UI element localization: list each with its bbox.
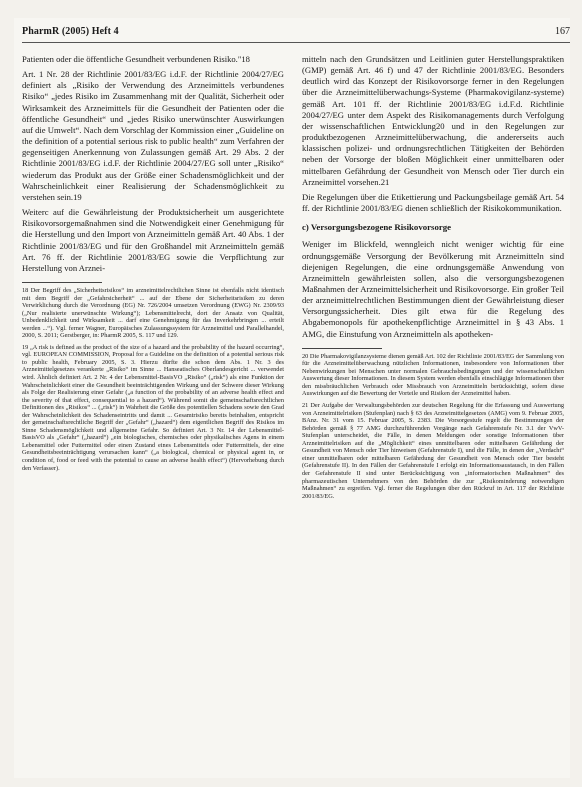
footnote: 19 „A risk is defined as the product of the size of a hazard and the probability of the hazard occurring“, vgl. EUROPEAN COMMISSION, Proposal for a Guideline on the definition of a potential serious risk to public health, February 2005, S. 3. Hierzu dürfte die schon dem Abs. 1 Nr. 3 des Arzneimittelgesetzes verankerte „Risiko“ im Sinne ... Hanseatisches Oberlandesgericht ... verwendet wird. Ähnlich definiert Art. 2 Nr. 4 der Lebensmittel-BasisVO „Risiko“ („risk“) als eine Funktion der Wahrscheinlichkeit einer die Gesundheit beeinträchtigenden Wirkung und der Schwere dieser Wirkung als Folge der Realisierung einer Gefahr („a function of the probability of an adverse health effect and the severity of that effect, consequential to a hazard“). Während somit die gemeinschaftsrechtlichen Definitionen des „Risikos“ ... („risk“) in Wahrheit die Größe des potentiellen Schadens sowie den Grad der Wahrscheinlichkeit des Schadenseintritts und damit ... Gesamtrisiko bereits beinhalten, entspricht der gemeinschaftsrechtliche Begriff der „Gefahr“ („hazard“) dem eigentlichen Begriff des Risikos im Sinne Schadensmöglichkeit und allgemeine Gefahr. So definiert Art. 3 Nr. 14 der Lebensmittel-BasisVO als „Gefahr“ („hazard“) „ein biologisches, chemisches oder physikalisches Agens in einem Lebensmittel oder Futtermittel oder einen Zustand eines Lebensmittels oder Futtermittels, der eine Gesundheitsbeeinträchtigung verursachen kann“ („a biological, chemical or physical agent in, or condition of, food or feed with the potential to cause an adverse health effect“) (Hervorhebung durch den Verfasser). [22,343,284,472]
document-page [14,18,570,778]
footnote-divider [22,282,102,283]
section-heading: c) Versorgungsbezogene Risikovorsorge [302,222,452,233]
paragraph: mitteln nach den Grundsätzen und Leitlinien guter Herstellungspraktiken (GMP) gemäß Art. 46 f) und 47 der Richtlinie 2001/83/EG. Besonders deutlich wird das Konzept der Risikovorsorge ferner in den Regelungen über die Arzneimittelüberwachungs-Systeme (Pharmakovigilanz-systeme) gemäß Art. 101 ff. der Richtlinie 2001/83/EG i.d.F.d. Richtlinie 2004/27/EG unter dem Aspekt des Risikomanagements durch Verfolgung der wissenschaftlichen Entwicklung20 und in den Regelungen zur produktbezogenen Arzneimittelüberwachung, die andererseits auch klassischen polizei- und ordnungsrechtlichen Tätigkeiten der Behörden neben der Vorsorge der bloßen Möglichkeit einer unmittelbaren oder mittelbaren Gefährdung der Gesundheit von Mensch oder Tier durch ein Arzneimittel vorsehen.21 [302,54,564,187]
right-column [302,54,564,504]
footnote: 18 Der Begriff des „Sicherheitsrisikos“ im arzneimittelrechtlichen Sinne ist ebenfalls nicht identisch mit dem Begriff der „Gefahrsicherheit“ ... auf der Ebene der Sicherheitsrisiken zu deren Verwirklichung durch die Verordnung (EG) Nr. 726/2004 umsetzen Verordnung (EWG) Nr. 2309/93 („Nur realisierte unerwünschte Wirkung“); Lebensmittelrecht, dort der Ansatz von Qualität, Unbedenklichkeit und Wirksamkeit ... darf eine Genehmigung für das Inverkehrbringen ... erteilt werden ...“). Vgl. ferner Wagner, Europäisches Zulassungssystem für Arzneimittel und Parallelhandel, 2000, S. 2011; Gerstberger, in: PharmR 2005, S. 117 und 129. [22,286,284,340]
page-number: 167 [555,26,570,37]
paragraph: Art. 1 Nr. 28 der Richtlinie 2001/83/EG i.d.F. der Richtlinie 2004/27/EG definiert als „Risiko der Verwendung des Arzneimittels verbundenes Risiko“ „jedes Risiko im Zusammenhang mit der Qualität, Sicherheit oder Wirksamkeit des Arzneimittels für die Gesundheit der Patienten oder die öffentliche Gesundheit“ und „jedes Risiko unerwünschter Auswirkungen auf die Umwelt“. Nach dem Vorschlag der Kommission einer „Guideline on the definition of a potential serious risk to public health“ zum Verfahren der gegenseitigen Anerkennung von Zulassungen gemäß Art. 29 Abs. 2 der Richtlinie 2001/83/EG i.d.F. der Richtlinie 2004/27/EG soll unter „Risiko“ wiederum das Produkt aus der Größe einer Schadensmöglichkeit und der Wahrscheinlichkeit einer Realisierung der Schadensmöglichkeit zu verstehen sein.19 [22,69,284,202]
footnote: 20 Die Pharmakovigilanzsysteme dienen gemäß Art. 102 der Richtlinie 2001/83/EG der Sammlung von für die Arzneimittelüberwachung nützlichen Informationen, insbesondere von Informationen über Nebenwirkungen bei Menschen unter normalen Gebrauchsbedingungen und der wissenschaftlichen Auswertung dieser Informationen. In diesem System werden ebenfalls einschlägige Informationen über den missbräuchlichen Verbrauch oder Missbrauch von Arzneimitteln berücksichtigt, sofern diese Auswirkungen auf die Bewertung der Vorteile und Risiken der Arzneimittel haben. [302,352,564,398]
journal-title: PharmR (2005) Heft 4 [22,26,119,37]
paragraph: Patienten oder die öffentliche Gesundheit verbundenen Risiko."18 [22,54,250,64]
left-column [22,54,284,476]
paragraph: Weiterc auf die Gewährleistung der Produktsicherheit um ausgerichtete Risikovorsorgemaßnahmen sind die Notwendigkeit einer Genehmigung für die Herstellung und den Import von Arzneimitteln gemäß Art. 40 Abs. 1 der Richtlinie 2001/83/EG und für den Großhandel mit Arzneimitteln gemäß Art. 76 ff. der Richtlinie 2001/83/EG sowie die Verpflichtung zur Herstellung von Arznei- [22,207,284,273]
paragraph: Die Regelungen über die Etikettierung und Packungsbeilage gemäß Art. 54 ff. der Richtlinie 2001/83/EG dienen schließlich der Risikokommunikation. [302,191,564,214]
footnote: 21 Der Aufgabe der Verwaltungsbehörden zur deutschen Regelung für die Erfassung und Auswertung von Arzneimittelrisiken (Stufenplan) nach § 63 des Arzneimittelgesetzes (AMG) vom 9. Februar 2005, BAnz. Nr. 31 vom 15. Februar 2005, S. 2383. Die Vorsorgestufe regelt die Bestimmungen der Behörden gemäß § 77 AMG durchzuführenden Vorgänge nach Gefahrenstufe Nr. 3.1 der VwV-Stufenplan unterscheidet, die Fälle, in denen Meldungen oder sonstige Informationen über Arzneimittelrisiken auf die „Möglichkeit“ eines unmittelbaren oder mittelbaren Gefährdung der Gesundheit von Mensch oder Tier hinweisen (Gefahrenstufe I), und die Fälle, in denen der „Verdacht“ einer unmittelbaren oder mittelbaren Gefährdung der Gesundheit von Mensch oder Tier besteht (Gefahrenstufe II). In den Fällen der Gefahrenstufe I erfolgt ein Informationsaustausch, in den Fällen der Gefahrenstufe II sind unter Berücksichtigung von „informatorischen Maßnahmen“ des pharmazeutischen Unternehmers von den Behörden die zur „Risikominderung notwendigen Maßnahmen“ zu ergreifen. Vgl. ferner die Regelungen über den Rückruf in Art. 117 der Richtlinie 2001/83/EG. [302,402,564,500]
paragraph: Weniger im Blickfeld, wenngleich nicht weniger wichtig für eine ordnungsgemäße Versorgung der Bevölkerung mit Arzneimitteln sind diejenigen Regelungen, die eine ordnungsgemäße Anwendung von Arzneimitteln gewährleisten sollen, also die versorgungsbezogenen Maßnahmen der Arzneimittelsicherheit und Risikovorsorge. Ein großer Teil der arzneimittelrechtlichen Bestimmungen dient der Gewährleistung dieser Versorgungssicherheit. Dies gilt etwa für die Regelung des Abgabemonopols für apothekenpflichtige Arzneimittel in § 43 Abs. 1 AMG, die Einstufung von Arzneimitteln als apotheken- [302,239,564,339]
page-header [22,26,570,43]
footnote-divider [302,348,382,349]
